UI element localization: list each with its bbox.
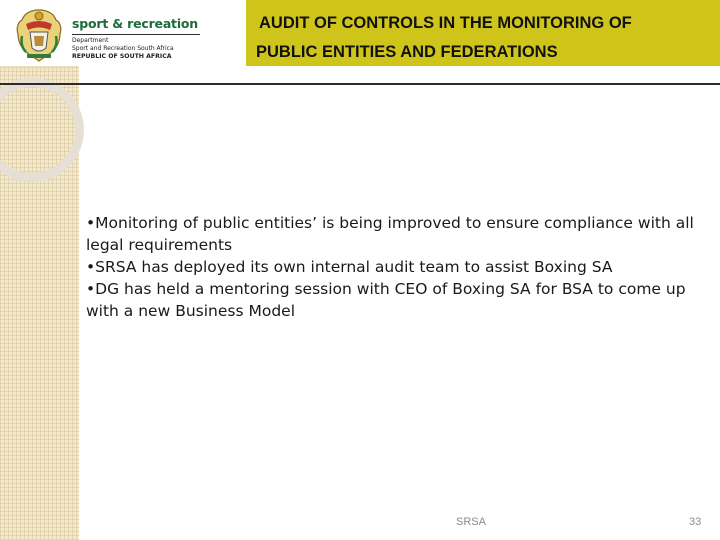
- bullet-item: •SRSA has deployed its own internal audit team to assist Boxing SA: [86, 258, 613, 276]
- slide-body: [86, 212, 716, 322]
- logo-country: REPUBLIC OF SOUTH AFRICA: [72, 53, 172, 60]
- title-banner: [246, 0, 720, 66]
- logo-divider: [72, 34, 200, 35]
- logo-department: Department: [72, 37, 109, 44]
- footer-label: SRSA: [456, 516, 486, 528]
- bullet-item: •DG has held a mentoring session with CEO of Boxing SA for BSA to come up with a new Business Model: [86, 280, 686, 320]
- header-divider: [0, 83, 720, 85]
- department-logo: [8, 4, 208, 66]
- logo-title: sport & recreation: [72, 16, 198, 31]
- slide-title-line-1: AUDIT OF CONTROLS IN THE MONITORING OF: [259, 14, 632, 32]
- page-number: 33: [689, 516, 702, 528]
- bullet-item: •Monitoring of public entities’ is being improved to ensure compliance with all legal requirements: [86, 214, 694, 254]
- logo-department-name: Sport and Recreation South Africa: [72, 45, 174, 52]
- coat-of-arms-icon: [12, 6, 66, 64]
- slide-title: [256, 9, 716, 67]
- slide-title-line-2: PUBLIC ENTITIES AND FEDERATIONS: [256, 43, 558, 61]
